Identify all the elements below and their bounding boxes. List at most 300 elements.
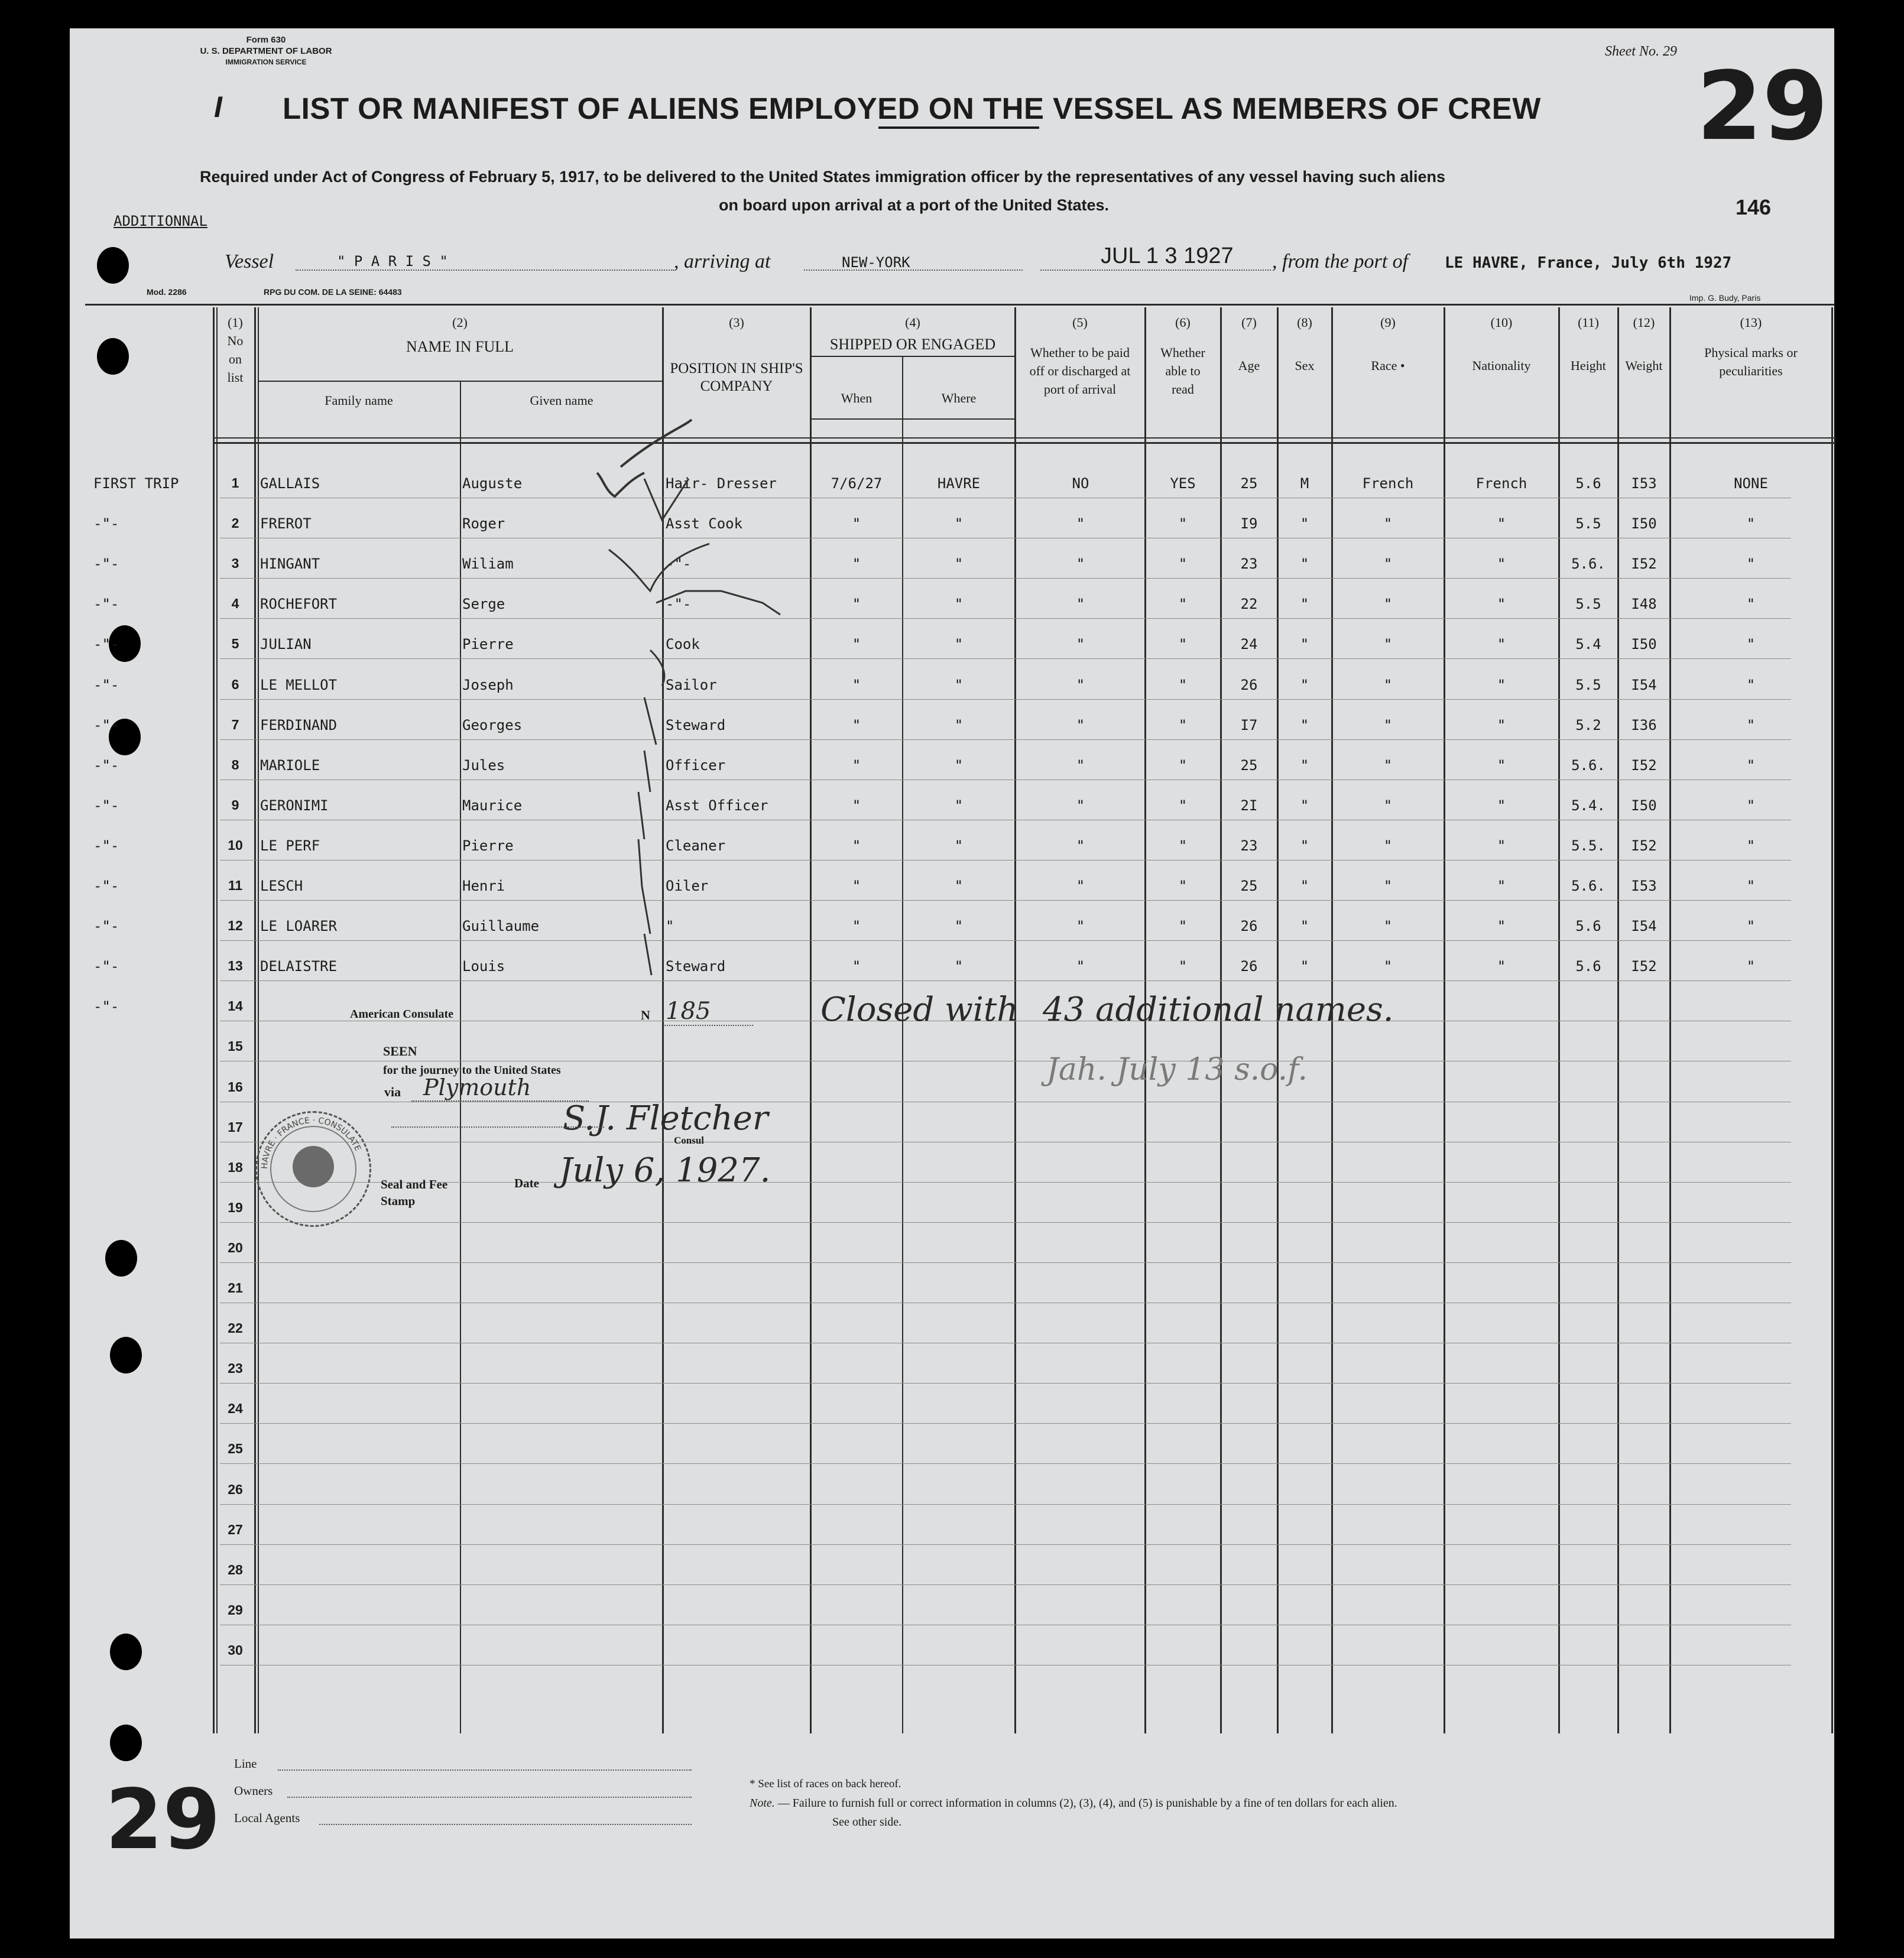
- col-1-header: (1) No on list: [227, 315, 244, 385]
- row-sex: ": [1300, 756, 1309, 774]
- col-11-header: (11) Height: [1571, 315, 1606, 373]
- row-trip: -"-: [93, 716, 119, 733]
- row-shipped-where: ": [954, 797, 964, 814]
- page-title: LIST OR MANIFEST OF ALIENS EMPLOYED ON THE VESSEL AS MEMBERS OF CREW: [283, 92, 1541, 125]
- row-shipped-where: ": [954, 716, 964, 733]
- row-shipped-where: ": [954, 958, 964, 975]
- row-able-to-read: ": [1178, 797, 1188, 814]
- row-sex: ": [1300, 797, 1309, 814]
- row-age: 23: [1240, 556, 1258, 573]
- row-age: 26: [1240, 676, 1258, 693]
- row-trip: -"-: [93, 998, 119, 1015]
- row-trip: -"-: [93, 556, 119, 573]
- row-number: 10: [228, 837, 243, 853]
- row-weight: I50: [1631, 636, 1657, 653]
- row-trip: -"-: [93, 918, 119, 935]
- row-number: 4: [231, 596, 239, 612]
- row-given-name: Guillaume: [462, 918, 540, 935]
- row-weight: I50: [1631, 797, 1657, 814]
- row-age: 22: [1240, 596, 1258, 613]
- row-position: Sailor: [666, 676, 717, 693]
- row-rule: [220, 618, 1791, 619]
- row-position: ": [666, 918, 674, 935]
- row-nationality: ": [1497, 837, 1506, 854]
- col-8-header: (8) Sex: [1295, 315, 1315, 373]
- row-height: 5.5.: [1571, 837, 1605, 854]
- consulate-label: American Consulate: [350, 1008, 453, 1021]
- row-number: 6: [231, 676, 239, 692]
- col-10-header: (10) Nationality: [1472, 315, 1531, 373]
- row-family-name: MARIOLE: [260, 756, 320, 774]
- row-number: 2: [231, 515, 239, 531]
- row-age: 24: [1240, 636, 1258, 653]
- row-physical-marks: ": [1746, 676, 1756, 693]
- row-trip: -"-: [93, 878, 119, 894]
- row-sex: ": [1300, 958, 1309, 975]
- row-nationality: French: [1475, 475, 1527, 492]
- row-paid-off: ": [1076, 878, 1085, 894]
- row-rule: [220, 940, 1791, 941]
- row-race: ": [1383, 958, 1393, 975]
- row-paid-off: ": [1076, 797, 1085, 814]
- row-nationality: ": [1497, 716, 1506, 733]
- row-able-to-read: ": [1178, 837, 1188, 854]
- official-initials: Jah. July 13 s.o.f.: [1046, 1052, 1308, 1087]
- row-given-name: Henri: [462, 878, 505, 894]
- additional-label: ADDITIONNAL: [113, 213, 207, 229]
- row-trip: -"-: [93, 676, 119, 693]
- row-family-name: DELAISTRE: [260, 958, 338, 975]
- row-nationality: ": [1497, 756, 1506, 774]
- date-label: Date: [514, 1176, 539, 1190]
- row-number: 27: [228, 1521, 243, 1537]
- sheet-big-number: 29: [1697, 51, 1828, 161]
- row-height: 5.5: [1575, 596, 1601, 613]
- row-height: 5.2: [1575, 716, 1601, 733]
- row-physical-marks: ": [1746, 918, 1756, 935]
- row-height: 5.4.: [1571, 797, 1605, 814]
- row-shipped-where: HAVRE: [937, 475, 981, 492]
- row-number: 19: [228, 1199, 243, 1215]
- row-number: 25: [228, 1441, 243, 1457]
- row-position: Hair- Dresser: [666, 475, 777, 492]
- row-rule: [220, 1262, 1791, 1263]
- row-sex: ": [1300, 716, 1309, 733]
- row-physical-marks: ": [1746, 515, 1756, 532]
- row-shipped-where: ": [954, 596, 964, 613]
- title-mark: I: [214, 90, 222, 124]
- col-5-header: (5) Whether to be paid off or discharged at port of arrival: [1029, 315, 1131, 397]
- row-shipped-where: ": [954, 636, 964, 653]
- row-rule: [220, 860, 1791, 861]
- row-shipped-when: ": [852, 756, 861, 774]
- row-physical-marks: ": [1746, 636, 1756, 653]
- row-nationality: ": [1497, 797, 1506, 814]
- via-value: Plymouth: [423, 1074, 531, 1100]
- row-able-to-read: ": [1178, 676, 1188, 693]
- row-trip: FIRST TRIP: [93, 475, 179, 492]
- row-position: Cleaner: [666, 837, 726, 854]
- row-number: 26: [228, 1481, 243, 1497]
- row-shipped-when: ": [852, 797, 861, 814]
- row-nationality: ": [1497, 878, 1506, 894]
- row-physical-marks: ": [1746, 716, 1756, 733]
- row-weight: I53: [1631, 475, 1657, 492]
- row-able-to-read: ": [1178, 716, 1188, 733]
- row-family-name: ROCHEFORT: [260, 596, 338, 613]
- vessel-label: Vessel: [225, 251, 274, 272]
- row-able-to-read: YES: [1170, 475, 1196, 492]
- row-race: ": [1383, 837, 1393, 854]
- row-number: 11: [228, 878, 243, 893]
- row-number: 17: [228, 1119, 243, 1135]
- row-weight: I52: [1631, 958, 1657, 975]
- row-able-to-read: ": [1178, 556, 1188, 573]
- row-given-name: Serge: [462, 596, 505, 613]
- row-race: French: [1362, 475, 1414, 492]
- row-height: 5.6: [1575, 918, 1601, 935]
- svg-text:HAVRE · FRANCE · CONSULATE: [260, 1116, 362, 1169]
- row-family-name: LE LOARER: [260, 918, 338, 935]
- row-sex: ": [1300, 837, 1309, 854]
- row-paid-off: ": [1076, 556, 1085, 573]
- row-sex: M: [1300, 475, 1309, 492]
- col-4b-header: Where: [941, 391, 977, 405]
- row-height: 5.6.: [1571, 556, 1605, 573]
- service-name: IMMIGRATION SERVICE: [225, 58, 307, 66]
- row-rule: [220, 1423, 1791, 1424]
- row-age: 25: [1240, 756, 1258, 774]
- consul-label: Consul: [674, 1135, 705, 1146]
- row-able-to-read: ": [1178, 756, 1188, 774]
- row-able-to-read: ": [1178, 515, 1188, 532]
- row-height: 5.6: [1575, 958, 1601, 975]
- col-2a-header: Family name: [325, 393, 393, 408]
- row-rule: [220, 658, 1791, 659]
- row-race: ": [1383, 918, 1393, 935]
- row-shipped-when: ": [852, 716, 861, 733]
- row-paid-off: ": [1076, 918, 1085, 935]
- col-4-header: (4) SHIPPED OR ENGAGED: [829, 315, 996, 353]
- row-trip: -"-: [93, 958, 119, 975]
- row-position: -"-: [666, 596, 692, 613]
- row-sex: ": [1300, 918, 1309, 935]
- row-shipped-where: ": [954, 918, 964, 935]
- arrival-date-stamp: JUL 1 3 1927: [1101, 243, 1234, 268]
- row-shipped-where: ": [954, 878, 964, 894]
- row-able-to-read: ": [1178, 918, 1188, 935]
- row-given-name: Georges: [462, 716, 523, 733]
- row-number: 29: [228, 1602, 243, 1618]
- row-height: 5.4: [1575, 636, 1601, 653]
- header-bottom-rule: [213, 442, 1835, 444]
- row-shipped-where: ": [954, 676, 964, 693]
- row-sex: ": [1300, 596, 1309, 613]
- row-family-name: FREROT: [260, 515, 312, 532]
- row-shipped-where: ": [954, 837, 964, 854]
- row-paid-off: ": [1076, 756, 1085, 774]
- penalty-note: Note. — Failure to furnish full or correct information in columns (2), (3), (4), and (5) is punishable by a fine of ten dollars for each alien.: [750, 1797, 1397, 1810]
- row-number: 5: [231, 636, 239, 652]
- row-number: 18: [228, 1159, 243, 1175]
- row-position: Cook: [666, 636, 700, 653]
- row-age: 25: [1240, 878, 1258, 894]
- row-race: ": [1383, 676, 1393, 693]
- row-height: 5.6.: [1571, 878, 1605, 894]
- row-paid-off: ": [1076, 515, 1085, 532]
- col-4a-header: When: [841, 391, 872, 405]
- col-7-header: (7) Age: [1238, 315, 1260, 373]
- page-number: 146: [1736, 195, 1772, 219]
- row-rule: [220, 1544, 1791, 1545]
- row-shipped-where: ": [954, 556, 964, 573]
- row-age: 25: [1240, 475, 1258, 492]
- row-height: 5.6.: [1571, 756, 1605, 774]
- see-other-side: See other side.: [832, 1816, 902, 1829]
- additional-names-note: 43 additional names.: [1043, 991, 1394, 1029]
- row-height: 5.5: [1575, 676, 1601, 693]
- row-trip: -"-: [93, 515, 119, 532]
- row-rule: [220, 1463, 1791, 1464]
- row-position: Steward: [666, 958, 726, 975]
- arriving-label: , arriving at: [674, 251, 771, 272]
- row-age: I9: [1240, 515, 1258, 532]
- row-race: ": [1383, 596, 1393, 613]
- consul-signature: S.J. Fletcher: [563, 1099, 768, 1138]
- row-number: 23: [228, 1360, 243, 1376]
- check-mark-row-1: [591, 461, 650, 508]
- seal-label: Seal and Fee Stamp: [381, 1177, 448, 1208]
- row-rule: [220, 980, 1791, 981]
- row-paid-off: ": [1076, 676, 1085, 693]
- row-rule: [220, 578, 1791, 579]
- title-underline: [878, 126, 1039, 129]
- footer-big-number: 29: [105, 1772, 220, 1868]
- row-sex: ": [1300, 878, 1309, 894]
- row-family-name: LESCH: [260, 878, 303, 894]
- row-race: ": [1383, 636, 1393, 653]
- row-family-name: HINGANT: [260, 556, 320, 573]
- mod-number: Mod. 2286: [147, 287, 187, 297]
- row-trip: -"-: [93, 596, 119, 613]
- row-nationality: ": [1497, 918, 1506, 935]
- row-sex: ": [1300, 556, 1309, 573]
- col-3-header: (3) POSITION IN SHIP'S COMPANY: [670, 315, 803, 394]
- row-nationality: ": [1497, 515, 1506, 532]
- row-shipped-when: ": [852, 676, 861, 693]
- consulate-date: July 6, 1927.: [559, 1151, 771, 1190]
- row-paid-off: ": [1076, 837, 1085, 854]
- row-number: 24: [228, 1401, 243, 1417]
- row-number: 8: [231, 756, 239, 772]
- row-given-name: Pierre: [462, 636, 514, 653]
- form-number: Form 630: [246, 35, 286, 45]
- row-shipped-when: ": [852, 878, 861, 894]
- row-height: 5.6: [1575, 475, 1601, 492]
- row-race: ": [1383, 556, 1393, 573]
- row-rule: [220, 1504, 1791, 1505]
- subtitle-line-2: on board upon arrival at a port of the United States.: [719, 196, 1110, 214]
- row-trip: -"-: [93, 837, 119, 854]
- row-given-name: Jules: [462, 756, 505, 774]
- row-given-name: Wiliam: [462, 556, 514, 573]
- row-physical-marks: ": [1746, 596, 1756, 613]
- row-number: 3: [231, 556, 239, 572]
- row-paid-off: ": [1076, 596, 1085, 613]
- row-trip: -"-: [93, 756, 119, 774]
- row-sex: ": [1300, 515, 1309, 532]
- row-number: 22: [228, 1320, 243, 1336]
- col-12-header: (12) Weight: [1625, 315, 1663, 373]
- row-number: 1: [231, 475, 239, 491]
- form-header: [195, 34, 337, 68]
- row-age: 2I: [1240, 797, 1258, 814]
- row-sex: ": [1300, 636, 1309, 653]
- row-trip: -"-: [93, 797, 119, 814]
- row-weight: I54: [1631, 676, 1657, 693]
- row-race: ": [1383, 756, 1393, 774]
- row-given-name: Maurice: [462, 797, 523, 814]
- col-6-header: (6) Whether able to read: [1160, 315, 1205, 397]
- row-physical-marks: ": [1746, 837, 1756, 854]
- punch-hole: [97, 247, 129, 284]
- row-number: 7: [231, 716, 239, 732]
- row-shipped-where: ": [954, 756, 964, 774]
- consulate-n-value: 185: [666, 998, 711, 1025]
- row-physical-marks: ": [1746, 556, 1756, 573]
- row-age: I7: [1240, 716, 1258, 733]
- row-race: ": [1383, 878, 1393, 894]
- row-physical-marks: NONE: [1734, 475, 1768, 492]
- arriving-port: NEW-YORK: [842, 254, 910, 271]
- row-race: ": [1383, 716, 1393, 733]
- vessel-name: " P A R I S ": [337, 253, 448, 269]
- col-2b-header: Given name: [530, 393, 593, 408]
- row-family-name: GALLAIS: [260, 475, 320, 492]
- row-nationality: ": [1497, 556, 1506, 573]
- line-label: Line: [234, 1756, 257, 1771]
- row-able-to-read: ": [1178, 878, 1188, 894]
- row-given-name: Pierre: [462, 837, 514, 854]
- row-physical-marks: ": [1746, 958, 1756, 975]
- row-paid-off: ": [1076, 958, 1085, 975]
- local-agents-label: Local Agents: [234, 1811, 300, 1825]
- row-number: 9: [231, 797, 239, 813]
- row-weight: I54: [1631, 918, 1657, 935]
- row-position: Asst Cook: [666, 515, 743, 532]
- row-age: 23: [1240, 837, 1258, 854]
- row-rule: [220, 699, 1791, 700]
- row-able-to-read: ": [1178, 958, 1188, 975]
- row-rule: [220, 1383, 1791, 1384]
- row-number: 28: [228, 1561, 243, 1577]
- row-nationality: ": [1497, 596, 1506, 613]
- row-rule: [220, 1222, 1791, 1223]
- col-9-header: (9) Race •: [1371, 315, 1405, 373]
- row-number: 13: [228, 958, 243, 974]
- row-position: Steward: [666, 716, 726, 733]
- row-family-name: JULIAN: [260, 636, 312, 653]
- row-weight: I52: [1631, 756, 1657, 774]
- row-position: Officer: [666, 756, 726, 774]
- row-paid-off: ": [1076, 636, 1085, 653]
- row-family-name: LE PERF: [260, 837, 320, 854]
- row-rule: [220, 739, 1791, 740]
- row-family-name: FERDINAND: [260, 716, 338, 733]
- closed-note: Closed with: [820, 991, 1019, 1029]
- row-nationality: ": [1497, 958, 1506, 975]
- row-physical-marks: ": [1746, 878, 1756, 894]
- from-port-label: , from the port of: [1272, 251, 1409, 272]
- row-position: Asst Officer: [666, 797, 768, 814]
- row-given-name: Roger: [462, 515, 505, 532]
- row-shipped-when: ": [852, 958, 861, 975]
- row-physical-marks: ": [1746, 797, 1756, 814]
- row-position: Oiler: [666, 878, 709, 894]
- row-paid-off: NO: [1072, 475, 1089, 492]
- row-number: 16: [228, 1079, 243, 1095]
- consulate-seal: [255, 1111, 371, 1227]
- row-shipped-when: ": [852, 837, 861, 854]
- printer-credit: Imp. G. Budy, Paris: [1689, 293, 1761, 303]
- col-13-header: (13) Physical marks or peculiarities: [1704, 315, 1798, 378]
- row-shipped-when: ": [852, 596, 861, 613]
- row-nationality: ": [1497, 636, 1506, 653]
- row-shipped-when: ": [852, 515, 861, 532]
- row-able-to-read: ": [1178, 596, 1188, 613]
- row-shipped-when: 7/6/27: [831, 475, 883, 492]
- row-given-name: Joseph: [462, 676, 514, 693]
- row-number: 12: [228, 918, 243, 934]
- row-sex: ": [1300, 676, 1309, 693]
- row-race: ": [1383, 797, 1393, 814]
- row-family-name: GERONIMI: [260, 797, 329, 814]
- from-port: LE HAVRE, France, July 6th 1927: [1445, 254, 1732, 272]
- row-paid-off: ": [1076, 716, 1085, 733]
- row-weight: I52: [1631, 556, 1657, 573]
- row-weight: I52: [1631, 837, 1657, 854]
- journey-label: for the journey to the United States: [383, 1064, 561, 1077]
- row-shipped-when: ": [852, 556, 861, 573]
- row-given-name: Louis: [462, 958, 505, 975]
- race-note: * See list of races on back hereof.: [750, 1778, 901, 1790]
- row-number: 15: [228, 1038, 243, 1054]
- row-height: 5.5: [1575, 515, 1601, 532]
- row-position: -"-: [666, 556, 692, 573]
- row-weight: I50: [1631, 515, 1657, 532]
- row-able-to-read: ": [1178, 636, 1188, 653]
- row-rule: [220, 900, 1791, 901]
- row-age: 26: [1240, 918, 1258, 935]
- col-2-header: (2) NAME IN FULL: [406, 315, 514, 355]
- row-weight: I48: [1631, 596, 1657, 613]
- row-race: ": [1383, 515, 1393, 532]
- row-age: 26: [1240, 958, 1258, 975]
- via-label: via: [384, 1084, 401, 1099]
- row-nationality: ": [1497, 676, 1506, 693]
- row-family-name: LE MELLOT: [260, 676, 338, 693]
- sheet-number: Sheet No. 29: [1605, 44, 1677, 59]
- row-number: 30: [228, 1642, 243, 1658]
- row-rule: [220, 1584, 1791, 1585]
- row-number: 20: [228, 1239, 243, 1255]
- row-weight: I53: [1631, 878, 1657, 894]
- row-shipped-when: ": [852, 636, 861, 653]
- row-number: 21: [228, 1280, 243, 1295]
- row-given-name: Auguste: [462, 475, 523, 492]
- consulate-n-label: N: [641, 1008, 650, 1022]
- rpg-number: RPG DU COM. DE LA SEINE: 64483: [264, 287, 402, 297]
